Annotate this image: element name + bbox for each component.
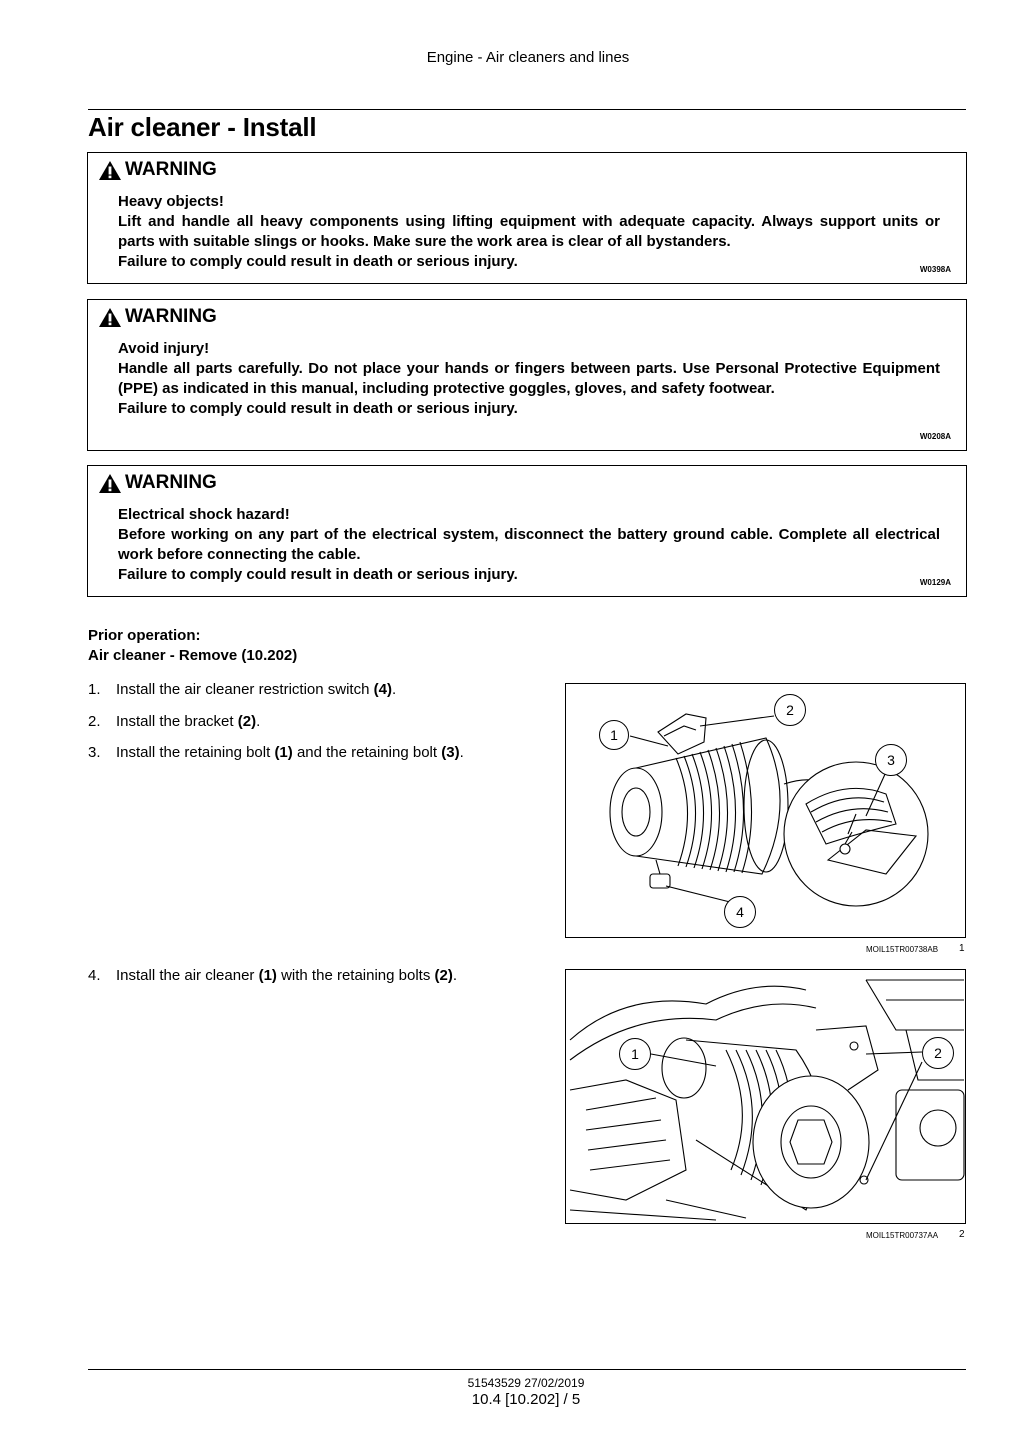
step-callout: (2) xyxy=(434,967,453,984)
step-number: 2. xyxy=(88,713,101,730)
warning-code: W0398A xyxy=(919,265,951,274)
callout-1: 1 xyxy=(619,1038,651,1070)
warning-box-avoid-injury xyxy=(87,299,967,451)
running-header: Engine - Air cleaners and lines xyxy=(426,49,630,66)
step-1 xyxy=(88,681,396,698)
warning-heading xyxy=(98,472,217,494)
callout-1: 1 xyxy=(599,720,629,750)
callout-2: 2 xyxy=(774,694,806,726)
warning-hazard: Heavy objects! xyxy=(118,193,224,210)
callout-4: 4 xyxy=(724,896,756,928)
step-4 xyxy=(88,967,457,984)
figure-number: 1 xyxy=(959,943,965,954)
air-cleaner-illustration xyxy=(566,684,965,937)
step-text: . xyxy=(391,681,397,698)
header-rule xyxy=(88,109,966,110)
step-callout: (1) xyxy=(274,744,293,761)
step-text: . xyxy=(256,713,261,730)
warning-box-electrical-shock xyxy=(87,465,967,597)
step-callout: (3) xyxy=(441,744,460,761)
figure-number: 2 xyxy=(959,1229,965,1240)
callout-2: 2 xyxy=(922,1037,954,1069)
warning-instruction: Lift and handle all heavy components using lifting equipment with adequate capacity. Always support units or parts with suitable slings or hooks. Make sure the work area is clear of all bystanders. xyxy=(118,213,940,250)
step-callout: (2) xyxy=(237,713,257,730)
warning-code: W0129A xyxy=(919,578,951,587)
step-text: Install the bracket xyxy=(116,713,238,730)
step-text: Install the air cleaner restriction switch xyxy=(116,681,374,698)
callout-3: 3 xyxy=(875,744,907,776)
warning-triangle-icon xyxy=(98,307,122,328)
step-number: 4. xyxy=(88,967,101,984)
footer-page-number: 10.4 [10.202] / 5 xyxy=(471,1391,581,1408)
step-text: Install the air cleaner xyxy=(116,967,259,984)
warning-triangle-icon xyxy=(98,473,122,494)
warning-body xyxy=(118,505,940,585)
step-callout: (1) xyxy=(258,967,277,984)
footer-document-id: 51543529 27/02/2019 xyxy=(467,1376,585,1390)
engine-bay-illustration xyxy=(566,970,965,1223)
warning-hazard: Electrical shock hazard! xyxy=(118,506,290,523)
step-text: . xyxy=(459,744,464,761)
warning-heading xyxy=(98,159,217,181)
warning-consequence: Failure to comply could result in death or serious injury. xyxy=(118,566,518,583)
warning-instruction: Before working on any part of the electrical system, disconnect the battery ground cable. Complete all electrical work before connecting the cable. xyxy=(118,526,940,563)
warning-heading xyxy=(98,306,217,328)
step-text: Install the retaining bolt xyxy=(116,744,275,761)
warning-label: WARNING xyxy=(125,306,217,327)
figure-2-air-cleaner-installed xyxy=(565,969,966,1224)
warning-body xyxy=(118,339,940,419)
step-text: . xyxy=(452,967,458,984)
warning-triangle-icon xyxy=(98,160,122,181)
warning-code: W0208A xyxy=(919,432,951,441)
prior-operation xyxy=(88,626,297,666)
step-callout: (4) xyxy=(373,681,392,698)
step-2 xyxy=(88,713,260,730)
footer-rule xyxy=(88,1369,966,1370)
section-title: Air cleaner - Install xyxy=(88,112,317,142)
warning-body xyxy=(118,192,940,272)
warning-box-heavy-objects xyxy=(87,152,967,284)
warning-consequence: Failure to comply could result in death or serious injury. xyxy=(118,253,518,270)
step-number: 1. xyxy=(88,681,101,698)
step-number: 3. xyxy=(88,744,101,761)
figure-reference-code: MOIL15TR00738AB xyxy=(866,945,939,954)
prior-operation-label: Prior operation: xyxy=(88,627,201,644)
warning-hazard: Avoid injury! xyxy=(118,340,210,357)
step-text: and the retaining bolt xyxy=(292,744,442,761)
prior-operation-link[interactable]: Air cleaner - Remove (10.202) xyxy=(88,647,298,664)
warning-label: WARNING xyxy=(125,472,217,493)
warning-instruction: Handle all parts carefully. Do not place your hands or fingers between parts. Use Personal Protective Equipment (PPE) as indicated in this manual, including protective goggles, gloves, and safety footwear. xyxy=(118,360,940,397)
figure-1-air-cleaner-components xyxy=(565,683,966,938)
warning-label: WARNING xyxy=(125,159,217,180)
warning-consequence: Failure to comply could result in death or serious injury. xyxy=(118,400,518,417)
step-3 xyxy=(88,744,464,761)
figure-reference-code: MOIL15TR00737AA xyxy=(866,1231,939,1240)
step-text: with the retaining bolts xyxy=(276,967,435,984)
